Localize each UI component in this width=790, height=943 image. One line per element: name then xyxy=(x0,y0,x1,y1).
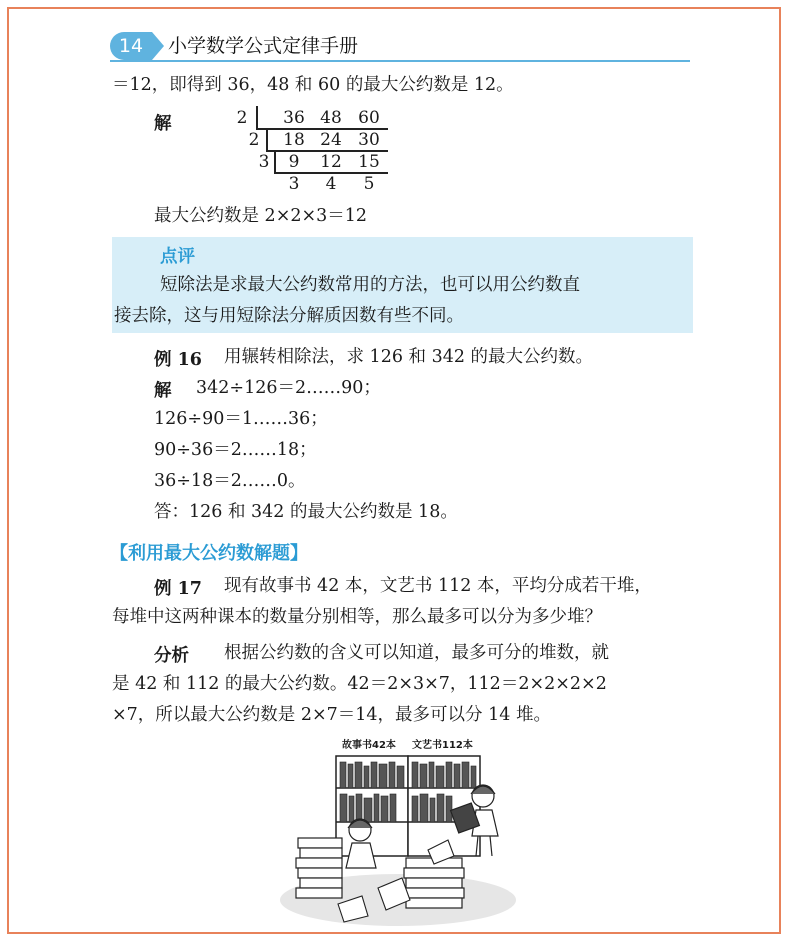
remainder-row: 4 xyxy=(325,174,337,194)
division-bar xyxy=(256,106,258,128)
division-step: 342÷126＝2……90； xyxy=(196,378,381,398)
quotient: 18 xyxy=(283,130,305,150)
section-heading: 【利用最大公约数解题】 xyxy=(110,543,308,564)
divisor: 2 xyxy=(248,130,260,150)
example-17-line-1: 现有故事书 42 本，文艺书 112 本，平均分成若干堆， xyxy=(224,576,652,596)
caption-story-books: 故事书42本 xyxy=(342,740,396,751)
example-16-text: 用辗转相除法，求 126 和 342 的最大公约数。 xyxy=(224,347,594,367)
dividend: 36 xyxy=(283,108,305,128)
review-box xyxy=(112,237,693,333)
quotient: 15 xyxy=(358,152,380,172)
division-bar xyxy=(266,129,268,151)
division-step: 36÷18＝2……0。 xyxy=(154,471,306,491)
book-title: 小学数学公式定律手册 xyxy=(168,35,359,57)
review-title: 点评 xyxy=(160,247,195,267)
divisor: 2 xyxy=(236,108,248,128)
analysis-line-1: 根据公约数的含义可以知道，最多可分的堆数，就 xyxy=(224,643,609,663)
analysis-line-3: ×7，所以最大公约数是 2×7＝14，最多可以分 14 堆。 xyxy=(112,705,551,725)
division-bar xyxy=(274,151,276,173)
example-16-solution-label: 解 xyxy=(154,381,172,401)
header-rule xyxy=(110,60,690,62)
review-line-1: 短除法是求最大公约数常用的方法，也可以用公约数直 xyxy=(160,275,580,295)
analysis-label: 分析 xyxy=(154,646,189,666)
dividend: 48 xyxy=(320,108,342,128)
example-16-label: 例 16 xyxy=(154,350,202,370)
bookshelf-illustration xyxy=(278,728,518,928)
divisor: 3 xyxy=(258,152,270,172)
quotient: 12 xyxy=(320,152,342,172)
division-step: 90÷36＝2……18； xyxy=(154,440,317,460)
solution-label: 解 xyxy=(154,114,172,134)
division-step: 126÷90＝1……36； xyxy=(154,409,328,429)
analysis-line-2: 是 42 和 112 的最大公约数。42＝2×3×7，112＝2×2×2×2 xyxy=(112,674,607,694)
page-number: 14 xyxy=(110,32,152,60)
caption-literature-books: 文艺书112本 xyxy=(412,740,473,751)
dividend: 60 xyxy=(358,108,380,128)
text-line-1: ＝12，即得到 36，48 和 60 的最大公约数是 12。 xyxy=(112,75,514,95)
remainder-row: 5 xyxy=(363,174,375,194)
quotient: 30 xyxy=(358,130,380,150)
page-header xyxy=(110,32,690,62)
solution-result: 最大公约数是 2×2×3＝12 xyxy=(154,206,368,226)
bookshelf-drawing xyxy=(278,728,518,928)
review-line-2: 接去除，这与用短除法分解质因数有些不同。 xyxy=(114,306,464,326)
example-17-label: 例 17 xyxy=(154,579,202,599)
example-17-line-2: 每堆中这两种课本的数量分别相等，那么最多可以分为多少堆？ xyxy=(112,607,602,627)
quotient: 9 xyxy=(288,152,300,172)
example-16-answer: 答：126 和 342 的最大公约数是 18。 xyxy=(154,502,458,522)
quotient: 24 xyxy=(320,130,342,150)
remainder-row: 3 xyxy=(288,174,300,194)
